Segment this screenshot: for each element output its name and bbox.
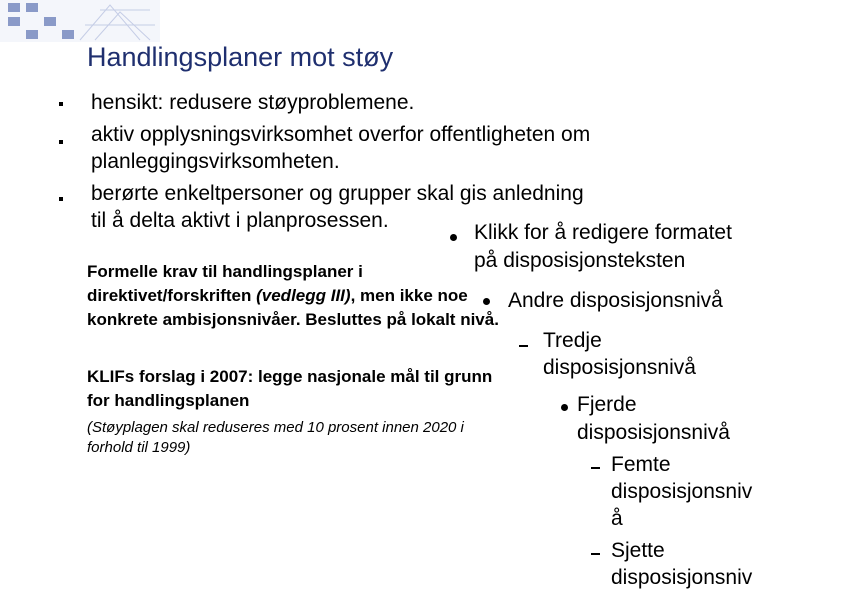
placeholder-bullet	[483, 298, 490, 305]
formal-line-2: direktivet/forskriften (vedlegg III), men ikke noe	[87, 286, 468, 305]
grid-logo-icon	[0, 0, 160, 42]
bullet-marker	[59, 102, 63, 106]
placeholder-level-3[interactable]: Tredje	[543, 329, 602, 352]
bullet-text: hensikt: redusere støyproblemene.	[91, 91, 415, 114]
bullet-marker	[59, 140, 63, 144]
placeholder-level-1-cont[interactable]: på disposisjonsteksten	[474, 249, 686, 272]
klif-line-2: for handlingsplanen	[87, 391, 250, 410]
placeholder-level-3-cont[interactable]: disposisjonsnivå	[543, 356, 696, 379]
bullet-text: berørte enkeltpersoner og grupper skal gis anledning	[91, 182, 584, 205]
bullet-marker	[59, 197, 63, 201]
note-line-2: forhold til 1999)	[87, 439, 191, 456]
placeholder-bullet	[561, 404, 568, 411]
placeholder-level-6[interactable]: Sjette	[611, 539, 665, 562]
formal-appendix-ref: (vedlegg III)	[256, 286, 351, 305]
placeholder-level-5-cont[interactable]: å	[611, 507, 623, 530]
klif-line-1: KLIFs forslag i 2007: legge nasjonale mål til grunn	[87, 367, 493, 386]
placeholder-level-4-cont[interactable]: disposisjonsnivå	[577, 421, 730, 444]
placeholder-level-1[interactable]: Klikk for å redigere formatet	[474, 221, 732, 244]
bullet-text-cont: til å delta aktivt i planprosessen.	[91, 209, 389, 232]
placeholder-level-5-cont[interactable]: disposisjonsniv	[611, 480, 753, 503]
formal-line-3: konkrete ambisjonsnivåer. Besluttes på lokalt nivå.	[87, 310, 499, 329]
placeholder-level-4[interactable]: Fjerde	[577, 393, 637, 416]
placeholder-level-6-cont[interactable]: disposisjonsniv	[611, 566, 753, 589]
placeholder-dash	[591, 553, 600, 555]
bullet-text-cont: planleggingsvirksomheten.	[91, 150, 340, 173]
bullet-text: aktiv opplysningsvirksomhet overfor offentligheten om	[91, 123, 591, 146]
placeholder-level-5[interactable]: Femte	[611, 453, 671, 476]
placeholder-level-2[interactable]: Andre disposisjonsnivå	[508, 289, 723, 312]
formal-line-1: Formelle krav til handlingsplaner i	[87, 262, 363, 281]
note-line-1: (Støyplagen skal reduseres med 10 prosent innen 2020 i	[87, 419, 464, 436]
placeholder-bullet	[450, 234, 457, 241]
placeholder-dash	[591, 467, 600, 469]
placeholder-dash	[519, 345, 528, 347]
page-title: Handlingsplaner mot støy	[87, 42, 394, 72]
